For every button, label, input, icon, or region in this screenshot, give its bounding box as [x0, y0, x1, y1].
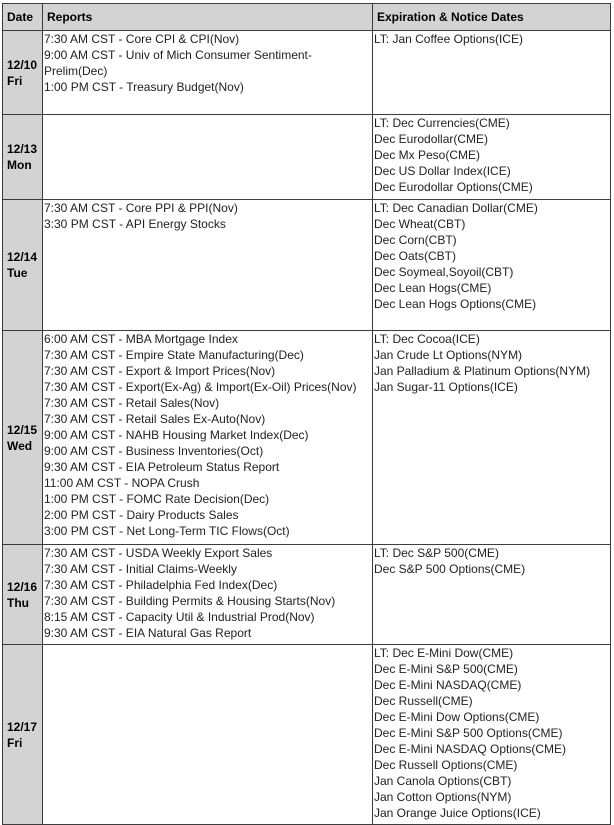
report-item: 9:00 AM CST - NAHB Housing Market Index(Dec): [44, 428, 309, 442]
expiration-item: Dec US Dollar Index(ICE): [374, 164, 511, 178]
expiration-item: Dec Mx Peso(CME): [374, 148, 481, 162]
report-item: 11:00 AM CST - NOPA Crush: [44, 476, 200, 490]
expiration-item: Dec Wheat(CBT): [374, 217, 466, 231]
report-item: 9:30 AM CST - EIA Petroleum Status Report: [44, 460, 280, 474]
date-cell: [3, 31, 43, 115]
report-item: 7:30 AM CST - Building Permits & Housing Starts(Nov): [44, 594, 336, 608]
reports-cell: [43, 645, 373, 825]
expirations-cell: [373, 115, 611, 200]
report-item: 7:30 AM CST - Initial Claims-Weekly: [44, 562, 237, 576]
date-cell: [3, 331, 43, 545]
report-item: 8:15 AM CST - Capacity Util & Industrial Prod(Nov): [44, 610, 315, 624]
report-item: 7:30 AM CST - Philadelphia Fed Index(Dec): [44, 578, 278, 592]
date-label: 12/16: [7, 579, 38, 594]
economic-calendar-table: [2, 3, 611, 825]
expirations-cell: [373, 200, 611, 331]
date-label: 12/14: [7, 250, 38, 264]
expiration-item: Dec Russell Options(CME): [374, 758, 518, 772]
report-item: 7:30 AM CST - Retail Sales Ex-Auto(Nov): [44, 412, 266, 426]
expiration-item: LT: Dec Canadian Dollar(CME): [374, 201, 538, 215]
table-row: [3, 331, 611, 545]
reports-cell: [43, 545, 373, 645]
header-date: Date: [3, 4, 43, 31]
expiration-item: LT: Dec E-Mini Dow(CME): [374, 646, 514, 660]
expiration-item: Jan Crude Lt Options(NYM): [374, 348, 523, 362]
reports-cell: [43, 31, 373, 115]
report-item: 6:00 AM CST - MBA Mortgage Index: [44, 332, 238, 346]
table-row: [3, 200, 611, 331]
expiration-item: Dec Eurodollar Options(CME): [374, 180, 533, 194]
date-label: 12/17: [7, 719, 38, 734]
reports-cell: [43, 200, 373, 331]
report-item: 1:00 PM CST - FOMC Rate Decision(Dec): [44, 492, 270, 506]
expiration-item: Jan Sugar-11 Options(ICE): [374, 380, 518, 394]
expiration-item: Dec E-Mini S&P 500(CME): [374, 662, 518, 676]
table-row: [3, 31, 611, 115]
day-label: Thu: [7, 595, 29, 610]
expiration-item: LT: Dec Currencies(CME): [374, 116, 510, 130]
expiration-item: Jan Canola Options(CBT): [374, 774, 512, 788]
expirations-cell: [373, 31, 611, 115]
date-cell: [3, 545, 43, 645]
expiration-item: LT: Dec S&P 500(CME): [374, 546, 499, 560]
expiration-item: Dec E-Mini Dow Options(CME): [374, 710, 540, 724]
report-item: 1:00 PM CST - Treasury Budget(Nov): [44, 80, 244, 94]
expiration-item: Jan Orange Juice Options(ICE): [374, 806, 541, 820]
expiration-item: Dec Russell(CME): [374, 694, 473, 708]
day-label: Fri: [7, 73, 23, 88]
expiration-item: Dec E-Mini NASDAQ Options(CME): [374, 742, 567, 756]
date-cell: [3, 645, 43, 825]
expiration-item: Jan Cotton Options(NYM): [374, 790, 512, 804]
report-item: 7:30 AM CST - Export(Ex-Ag) & Import(Ex-Oil) Prices(Nov): [44, 380, 357, 394]
report-item: 2:00 PM CST - Dairy Products Sales: [44, 508, 239, 522]
report-item: 7:30 AM CST - Core CPI & CPI(Nov): [44, 32, 240, 46]
expirations-cell: [373, 545, 611, 645]
expiration-item: Dec Eurodollar(CME): [374, 132, 489, 146]
header-reports: Reports: [43, 4, 373, 31]
expiration-item: Dec S&P 500 Options(CME): [374, 562, 526, 576]
expirations-cell: [373, 331, 611, 545]
report-item: 9:30 AM CST - EIA Natural Gas Report: [44, 626, 252, 640]
header-row: [3, 4, 611, 31]
report-item: 7:30 AM CST - USDA Weekly Export Sales: [44, 546, 273, 560]
day-label: Wed: [7, 438, 33, 453]
date-cell: [3, 115, 43, 200]
report-item: 9:00 AM CST - Business Inventories(Oct): [44, 444, 264, 458]
expiration-item: Dec Oats(CBT): [374, 249, 457, 263]
date-label: 12/13: [7, 142, 38, 156]
date-label: 12/15: [7, 422, 38, 437]
date-label: 12/10: [7, 57, 38, 72]
expirations-cell: [373, 645, 611, 825]
report-item: 7:30 AM CST - Retail Sales(Nov): [44, 396, 220, 410]
expiration-item: Dec Lean Hogs(CME): [374, 281, 492, 295]
expiration-item: Dec E-Mini NASDAQ(CME): [374, 678, 522, 692]
table-row: [3, 645, 611, 825]
expiration-item: Dec Corn(CBT): [374, 233, 457, 247]
expiration-item: Dec E-Mini S&P 500 Options(CME): [374, 726, 563, 740]
expiration-item: LT: Jan Coffee Options(ICE): [374, 32, 523, 46]
day-label: Tue: [7, 266, 28, 280]
report-item: 7:30 AM CST - Core PPI & PPI(Nov): [44, 201, 238, 215]
day-label: Mon: [7, 158, 32, 172]
report-item: 7:30 AM CST - Empire State Manufacturing(Dec): [44, 348, 304, 362]
expiration-item: Dec Lean Hogs Options(CME): [374, 297, 537, 311]
report-item: 7:30 AM CST - Export & Import Prices(Nov): [44, 364, 276, 378]
table-row: [3, 545, 611, 645]
reports-cell: [43, 115, 373, 200]
expiration-item: Jan Palladium & Platinum Options(NYM): [374, 364, 591, 378]
calendar-container: [2, 3, 611, 825]
expiration-item: LT: Dec Cocoa(ICE): [374, 332, 480, 346]
report-item: 3:00 PM CST - Net Long-Term TIC Flows(Oct): [44, 524, 290, 538]
day-label: Fri: [7, 735, 23, 750]
header-expirations: Expiration & Notice Dates: [373, 4, 611, 31]
expiration-item: Dec Soymeal,Soyoil(CBT): [374, 265, 514, 279]
date-cell: [3, 200, 43, 331]
report-item: 3:30 PM CST - API Energy Stocks: [44, 217, 226, 231]
report-item: 9:00 AM CST - Univ of Mich Consumer Sentiment-Prelim(Dec): [44, 48, 312, 78]
table-row: [3, 115, 611, 200]
reports-cell: [43, 331, 373, 545]
